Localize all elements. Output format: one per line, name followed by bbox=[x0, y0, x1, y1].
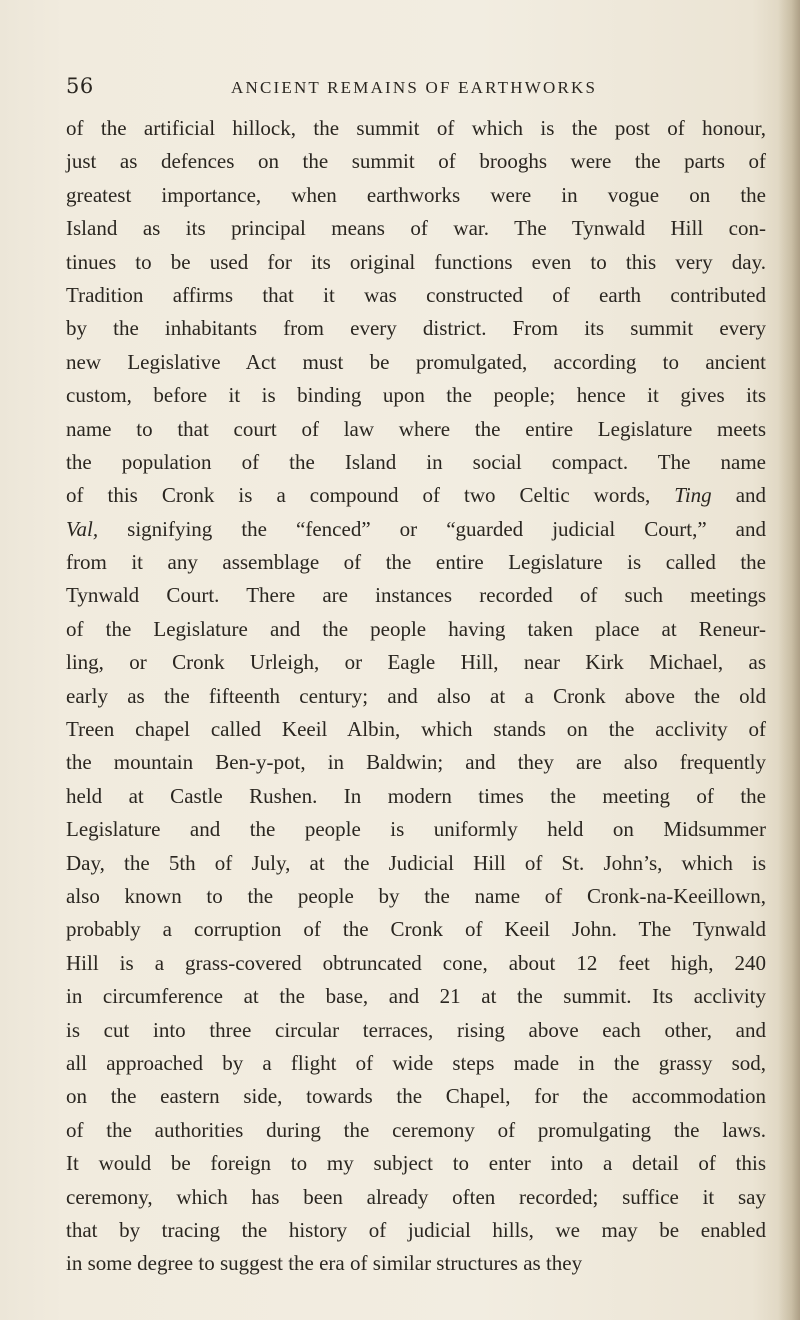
text-line: the population of the Island in social compact. The name bbox=[66, 449, 766, 474]
text-line: It would be foreign to my subject to enter into a detail of this bbox=[66, 1151, 766, 1176]
text-line: tinues to be used for its original functions even to this very day. bbox=[66, 249, 766, 274]
page-edge-shadow bbox=[778, 0, 800, 1320]
text-line: is cut into three circular terraces, rising above each other, and bbox=[66, 1017, 766, 1042]
text-line: of the artificial hillock, the summit of which is the post of honour, bbox=[66, 116, 766, 140]
text-line: from it any assemblage of the entire Legislature is called the bbox=[66, 550, 766, 575]
italic-word: Ting bbox=[674, 483, 712, 508]
italic-word: Val, bbox=[66, 516, 99, 541]
text-line: just as defences on the summit of brooghs were the parts of bbox=[66, 149, 766, 174]
text-line: also known to the people by the name of Cronk-na-Keeillown, bbox=[66, 883, 766, 908]
text-line: ceremony, which has been already often recorded; suffice it say bbox=[66, 1184, 766, 1209]
text-line-with-italic bbox=[66, 513, 766, 546]
text-line: probably a corruption of the Cronk of Keeil John. The Tynwald bbox=[66, 917, 766, 942]
text-line: Island as its principal means of war. The Tynwald Hill con- bbox=[66, 216, 766, 241]
text-span: and bbox=[735, 483, 767, 508]
text-line: that by tracing the history of judicial hills, we may be enabled bbox=[66, 1217, 766, 1242]
text-line: early as the fifteenth century; and also at a Cronk above the old bbox=[66, 683, 766, 708]
text-line: of the Legislature and the people having taken place at Reneur- bbox=[66, 616, 766, 641]
text-line: Tynwald Court. There are instances recorded of such meetings bbox=[66, 583, 766, 608]
text-line: name to that court of law where the entire Legislature meets bbox=[66, 416, 766, 441]
text-line: in some degree to suggest the era of similar structures as they bbox=[66, 1251, 583, 1276]
running-head bbox=[66, 74, 766, 104]
body-text bbox=[66, 112, 766, 1281]
text-line: custom, before it is binding upon the people; hence it gives its bbox=[66, 383, 766, 408]
page-number: 56 bbox=[66, 74, 94, 98]
text-line: Legislature and the people is uniformly held on Midsummer bbox=[66, 817, 766, 842]
text-line: new Legislative Act must be promulgated, according to ancient bbox=[66, 349, 766, 374]
text-line: Tradition affirms that it was constructed of earth contributed bbox=[66, 282, 766, 307]
text-line: the mountain Ben-y-pot, in Baldwin; and they are also frequently bbox=[66, 750, 766, 775]
text-line: Treen chapel called Keeil Albin, which stands on the acclivity of bbox=[66, 717, 766, 742]
text-line: all approached by a flight of wide steps made in the grassy sod, bbox=[66, 1050, 766, 1075]
text-line: greatest importance, when earthworks were in vogue on the bbox=[66, 182, 766, 207]
text-line: Hill is a grass-covered obtruncated cone, about 12 feet high, 240 bbox=[66, 950, 766, 975]
text-line-with-italic bbox=[66, 479, 766, 512]
text-line: ling, or Cronk Urleigh, or Eagle Hill, near Kirk Michael, as bbox=[66, 650, 766, 675]
running-title: ANCIENT REMAINS OF EARTHWORKS bbox=[231, 78, 598, 97]
text-line: on the eastern side, towards the Chapel, for the accommodation bbox=[66, 1084, 766, 1109]
text-line: held at Castle Rushen. In modern times the meeting of the bbox=[66, 783, 766, 808]
text-line: in circumference at the base, and 21 at the summit. Its acclivity bbox=[66, 984, 766, 1009]
text-span: signifying the “fenced” or “guarded judicial Court,” and bbox=[127, 516, 767, 541]
text-span: of this Cronk is a compound of two Celtic words, bbox=[66, 483, 651, 508]
text-line: of the authorities during the ceremony of promulgating the laws. bbox=[66, 1117, 766, 1142]
text-line: Day, the 5th of July, at the Judicial Hill of St. John’s, which is bbox=[66, 850, 766, 875]
text-line: by the inhabitants from every district. From its summit every bbox=[66, 316, 766, 341]
